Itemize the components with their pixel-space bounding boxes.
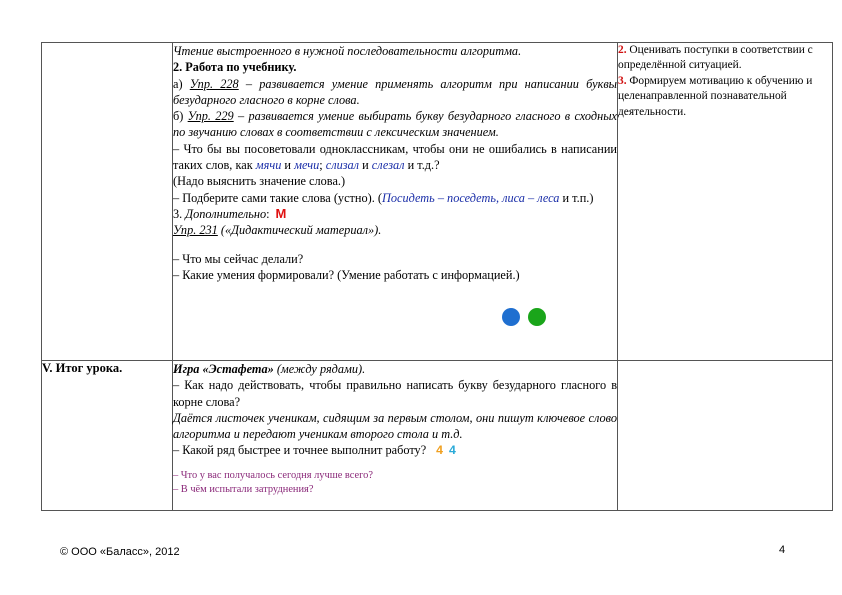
table-row [42, 43, 833, 361]
table-row [42, 361, 833, 511]
page-number: 4 [779, 544, 786, 556]
question-text: – Как надо действовать, чтобы правильно написать букву безударного гласного в корне слова? [173, 378, 617, 409]
m-marker: М [275, 205, 287, 221]
score-badge: 4 [449, 443, 456, 458]
exercise-link[interactable]: Упр. 228 [189, 76, 239, 91]
outcome-item: 2. Оценивать поступки в соответствии с определённой ситуацией. [618, 44, 813, 72]
question-text: – Подберите сами такие слова (устно). (Посидеть – поседеть, лиса – леса и т.п.) [173, 190, 594, 205]
lesson-table [41, 42, 833, 511]
outcomes-cell [618, 43, 833, 361]
game-description: Даётся листочек ученикам, сидящим за первым столом, они пишут ключевое слово алгоритма и передают ученикам второго стола и т.д. [173, 410, 617, 442]
reflection-question: – Что у вас получалось сегодня лучше всего? [173, 469, 373, 481]
outcomes-cell [618, 361, 833, 511]
outcome-item: 3. Формируем мотивацию к обучению и целенаправленной познавательной деятельности. [618, 74, 813, 118]
copyright-footer: © ООО «Баласс», 2012 [60, 546, 180, 558]
exercise-link[interactable]: Упр. 229 [187, 109, 234, 124]
game-title: Игра «Эстафета» (между рядами). [173, 362, 366, 376]
answer-text: (Надо выяснить значение слова.) [173, 174, 346, 189]
intro-text: Чтение выстроенного в нужной последовательности алгоритма. [173, 44, 522, 58]
exercise-link[interactable]: Упр. 231 [173, 223, 218, 238]
score-badge: 4 [436, 443, 443, 458]
section-heading: 2. Работа по учебнику. [173, 60, 297, 75]
activity-cell [173, 361, 618, 511]
question-text: – Какой ряд быстрее и точнее выполнит работу? 4 4 [173, 443, 456, 458]
exercise-a: а) Упр. 228 – развивается умение применять алгоритм при написании буквы безударного гласного в корне слова. [173, 76, 617, 107]
reflection-question: – В чём испытали затруднения? [173, 483, 314, 495]
stage-cell [42, 43, 173, 361]
question-text: – Что мы сейчас делали? [173, 251, 304, 266]
activity-cell [173, 43, 618, 361]
blue-circle-icon [502, 308, 520, 326]
question-text: – Что бы вы посоветовали одноклассникам, чтобы они не ошибались в написании таких слов, как мячи и мечи; слизал и слезал и т.д.? [173, 141, 617, 173]
exercise-231: Упр. 231 («Дидактический материал»). [173, 223, 382, 238]
green-circle-icon [528, 308, 546, 326]
stage-cell: V. Итог урока. [42, 361, 173, 511]
additional-task: 3. Дополнительно: М [173, 205, 287, 221]
question-text: – Какие умения формировали? (Умение работать с информацией.) [173, 267, 520, 282]
exercise-b: б) Упр. 229 – развивается умение выбирать букву безударного гласного в сходных по звучанию словах в соответствии с лексическим значением. [173, 109, 617, 140]
